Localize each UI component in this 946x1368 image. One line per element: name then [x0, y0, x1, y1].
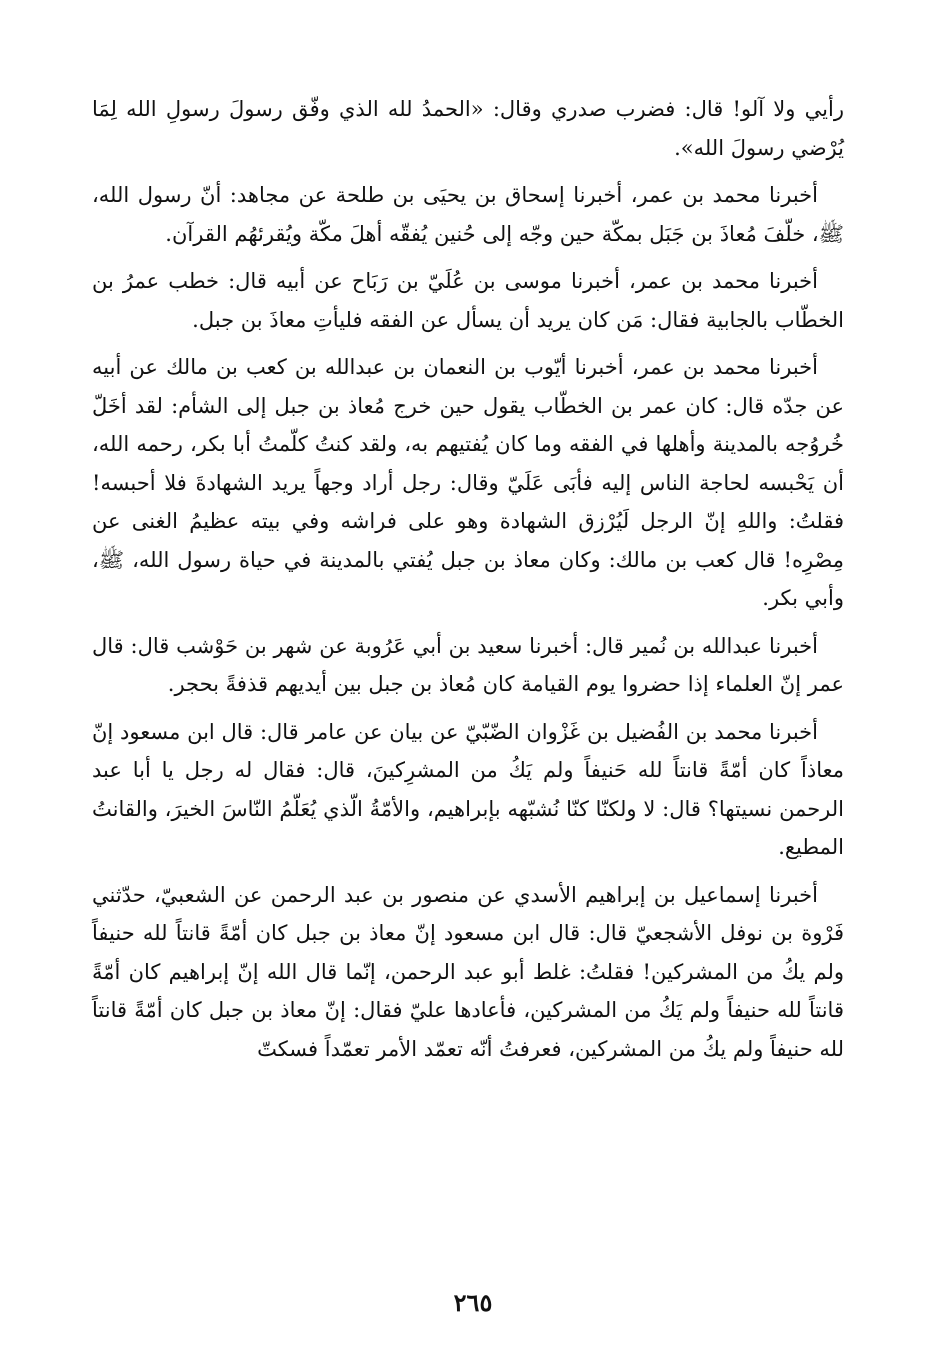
paragraph: أخبرنا إسماعيل بن إبراهيم الأسدي عن منصور بن عبد الرحمن عن الشعبيّ، حدّثني فَرْوة بن نوفل الأشجعيّ قال: قال ابن مسعود إنّ معاذ بن جبل كان أمّةً قانتاً لله حنيفاً ولم يكُ من المشركين! فقلتُ: غلط أبو عبد الرحمن، إنّما قال الله إنّ إبراهيم كان أمّةً قانتاً لله حنيفاً ولم يَكُ من المشركين، فأعادها عليّ فقال: إنّ معاذ بن جبل كان أمّةً قانتاً لله حنيفاً ولم يكُ من المشركين، فعرفتُ أنّه تعمّد الأمر تعمّداً فسكتّ	[92, 882, 844, 1061]
paragraph: أخبرنا محمد بن عمر، أخبرنا أيّوب بن النعمان بن عبدالله بن كعب بن مالك عن أبيه عن جدّه قال: كان عمر بن الخطّاب يقول حين خرج مُعاذ بن جبل إلى الشأم: لقد أخَلّ خُروُجه بالمدينة وأهلها في الفقه وما كان يُفتيهم به، ولقد كنتُ كلّمتُ أبا بكر، رحمه الله، أن يَحْبسه لحاجة الناس إليه فأبَى عَلَيّ وقال: رجل أراد وجهاً يريد الشهادةَ فلا أحبسه! فقلتُ: واللهِ إنّ الرجل لَيُرْزق الشهادة وهو على فراشه وفي بيته عظيمُ الغنى عن مِصْرِه! قال كعب بن مالك: وكان معاذ بن جبل يُفتي بالمدينة في حياة رسول الله، ﷺ، وأبي بكر.	[92, 355, 844, 610]
paragraph: أخبرنا محمد بن عمر، أخبرنا إسحاق بن يحيَى بن طلحة عن مجاهد: أنّ رسول الله، ﷺ، خلّفَ مُعاذَ بن جَبَل بمكّة حين وجّه إلى حُنين يُفقّه أهلَ مكّة ويُقرئهُم القرآن.	[92, 183, 844, 246]
paragraph: أخبرنا محمد بن عمر، أخبرنا موسى بن عُلَيّ بن رَبَاح عن أبيه قال: خطب عمرُ بن الخطّاب بالجابية فقال: مَن كان يريد أن يسأل عن الفقه فليأتِ معاذَ بن جبل.	[92, 269, 844, 332]
paragraph-continuation: رأيي ولا آلو! قال: فضرب صدري وقال: «الحمدُ لله الذي وفّق رسولَ رسولِ الله لِمَا يُرْضي رسولَ الله».	[92, 97, 844, 160]
paragraph: أخبرنا عبدالله بن نُمير قال: أخبرنا سعيد بن أبي عَرُوبة عن شهر بن حَوْشب قال: قال عمر إنّ العلماء إذا حضروا يوم القيامة كان مُعاذ بن جبل بين أيديهم قذفةً بحجر.	[92, 633, 844, 696]
page-text	[92, 90, 844, 1077]
page-number: ٢٦٥	[453, 1288, 493, 1317]
paragraph: أخبرنا محمد بن الفُضيل بن غَزْوان الضّبّيّ عن بيان عن عامر قال: قال ابن مسعود إنّ معاذاً كان أمّةً قانتاً لله حَنيفاً ولم يَكُ من المشرِكينَ، قال: فقال له رجل يا أبا عبد الرحمن نسيتها؟ قال: لا ولكنّا كنّا نُشبّهه بإبراهيم، والأمّةُ الّذي يُعَلّمُ النّاسَ الخيرَ، والقانتُ المطيع.	[92, 719, 844, 859]
